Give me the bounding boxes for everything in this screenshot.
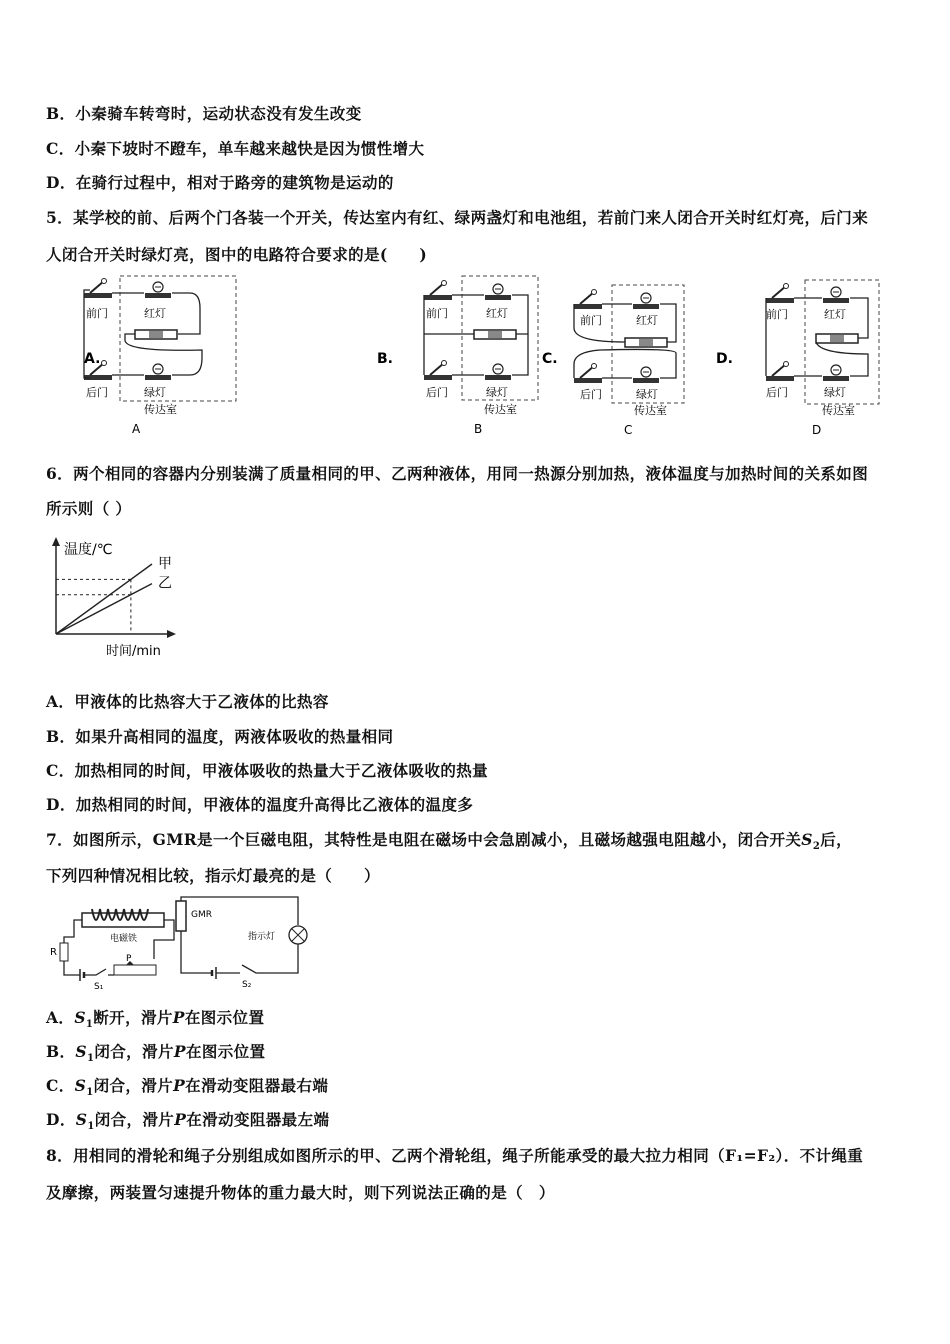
q5-label-b: B. xyxy=(377,351,393,367)
s1-label: S₁ xyxy=(94,982,104,991)
d-caption: D xyxy=(812,423,822,437)
gmr-label: GMR xyxy=(191,910,212,920)
q7-stem-line1 xyxy=(46,828,852,852)
q4-option-b: B．小秦骑车转弯时，运动状态没有发生改变 xyxy=(46,104,362,123)
q4-option-d: D．在骑行过程中，相对于路旁的建筑物是运动的 xyxy=(46,173,394,192)
r-label: R xyxy=(50,947,57,958)
q6-option-a: A．甲液体的比热容大于乙液体的比热容 xyxy=(46,692,329,711)
series-label-jia: 甲 xyxy=(158,556,172,572)
b-caption: B xyxy=(474,422,483,436)
q7-option-a: A．$S_1$断开，滑片P在图示位置 xyxy=(46,1008,265,1031)
a-red-light: 红灯 xyxy=(144,307,166,320)
b-back-door: 后门 xyxy=(426,386,448,399)
x-axis-label: 时间/min xyxy=(106,644,161,659)
q5-circuit-figures xyxy=(40,268,910,440)
c-red-light: 红灯 xyxy=(636,314,658,327)
q6-stem-line1: 6．两个相同的容器内分别装满了质量相同的甲、乙两种液体，用同一热源分别加热，液体温度与加热时间的关系如图 xyxy=(46,464,869,483)
q6-option-c: C．加热相同的时间，甲液体吸收的热量大于乙液体吸收的热量 xyxy=(46,761,489,780)
q5-label-c: C. xyxy=(542,351,558,367)
electromagnet-label: 电磁铁 xyxy=(110,934,138,944)
indicator-label: 指示灯 xyxy=(248,932,276,942)
b-green-light: 绿灯 xyxy=(486,386,508,399)
d-green-light: 绿灯 xyxy=(824,386,846,399)
a-room: 传达室 xyxy=(144,403,177,416)
circuit-c xyxy=(574,285,684,403)
c-front-door: 前门 xyxy=(580,314,602,327)
y-axis-label: 温度/℃ xyxy=(64,542,113,558)
d-front-door: 前门 xyxy=(766,308,788,321)
q7-gmr-circuit xyxy=(44,895,314,991)
c-room: 传达室 xyxy=(634,404,667,417)
d-red-light: 红灯 xyxy=(824,308,846,321)
q7-stem-line2: 下列四种情况相比较，指示灯最亮的是（ ） xyxy=(46,866,380,885)
series-line-jia xyxy=(56,564,152,634)
b-room: 传达室 xyxy=(484,403,517,416)
q8-stem-line2: 及摩擦，两装置匀速提升物体的重力最大时，则下列说法正确的是（ ） xyxy=(46,1183,555,1202)
q7-option-c: C．$S_1$闭合，滑片P在滑动变阻器最右端 xyxy=(46,1076,329,1099)
b-front-door: 前门 xyxy=(426,307,448,320)
a-green-light: 绿灯 xyxy=(144,386,166,399)
b-red-light: 红灯 xyxy=(486,307,508,320)
series-label-yi: 乙 xyxy=(158,575,172,592)
d-back-door: 后门 xyxy=(766,386,788,399)
q7-stem-tail: 后， xyxy=(820,830,853,849)
series-line-yi xyxy=(56,584,152,634)
q7-s-symbol: S xyxy=(801,830,813,849)
q6-stem-line2: 所示则（ ） xyxy=(46,499,132,518)
circuit-b xyxy=(424,276,538,400)
q7-option-b: B．$S_1$闭合，滑片P在图示位置 xyxy=(46,1042,266,1065)
q5-label-a: A. xyxy=(84,351,101,367)
q7-option-d: D．$S_1$闭合，滑片P在滑动变阻器最左端 xyxy=(46,1110,330,1133)
c-green-light: 绿灯 xyxy=(636,388,658,401)
q6-temperature-chart xyxy=(40,534,190,664)
q5-stem-line1: 5．某学校的前、后两个门各装一个开关，传达室内有红、绿两盏灯和电池组，若前门来人闭合开关时红灯亮，后门来 xyxy=(46,208,869,227)
a-caption: A xyxy=(132,422,141,436)
a-front-door: 前门 xyxy=(86,307,108,320)
c-caption: C xyxy=(624,423,633,437)
a-back-door: 后门 xyxy=(86,386,108,399)
q5-label-d: D. xyxy=(716,351,733,367)
q6-option-b: B．如果升高相同的温度，两液体吸收的热量相同 xyxy=(46,727,394,746)
circuit-a xyxy=(84,276,236,401)
q7-stem-text: 7．如图所示，GMR是一个巨磁电阻，其特性是电阻在磁场中会急剧减小，且磁场越强电阻越小，闭合开关 xyxy=(46,830,802,849)
s2-label: S₂ xyxy=(242,980,252,990)
q8-stem-line1: 8．用相同的滑轮和绳子分别组成如图所示的甲、乙两个滑轮组，绳子所能承受的最大拉力相同（F₁=F₂）．不计绳重 xyxy=(46,1146,864,1165)
q4-option-c: C．小秦下坡时不蹬车，单车越来越快是因为惯性增大 xyxy=(46,139,425,158)
c-back-door: 后门 xyxy=(580,388,602,401)
q6-option-d: D．加热相同的时间，甲液体的温度升高得比乙液体的温度多 xyxy=(46,795,474,814)
q5-stem-line2: 人闭合开关时绿灯亮，图中的电路符合要求的是( ) xyxy=(46,245,428,264)
q7-s-subscript: 2 xyxy=(812,841,821,853)
d-room: 传达室 xyxy=(822,404,855,417)
p-label: P xyxy=(126,954,132,964)
